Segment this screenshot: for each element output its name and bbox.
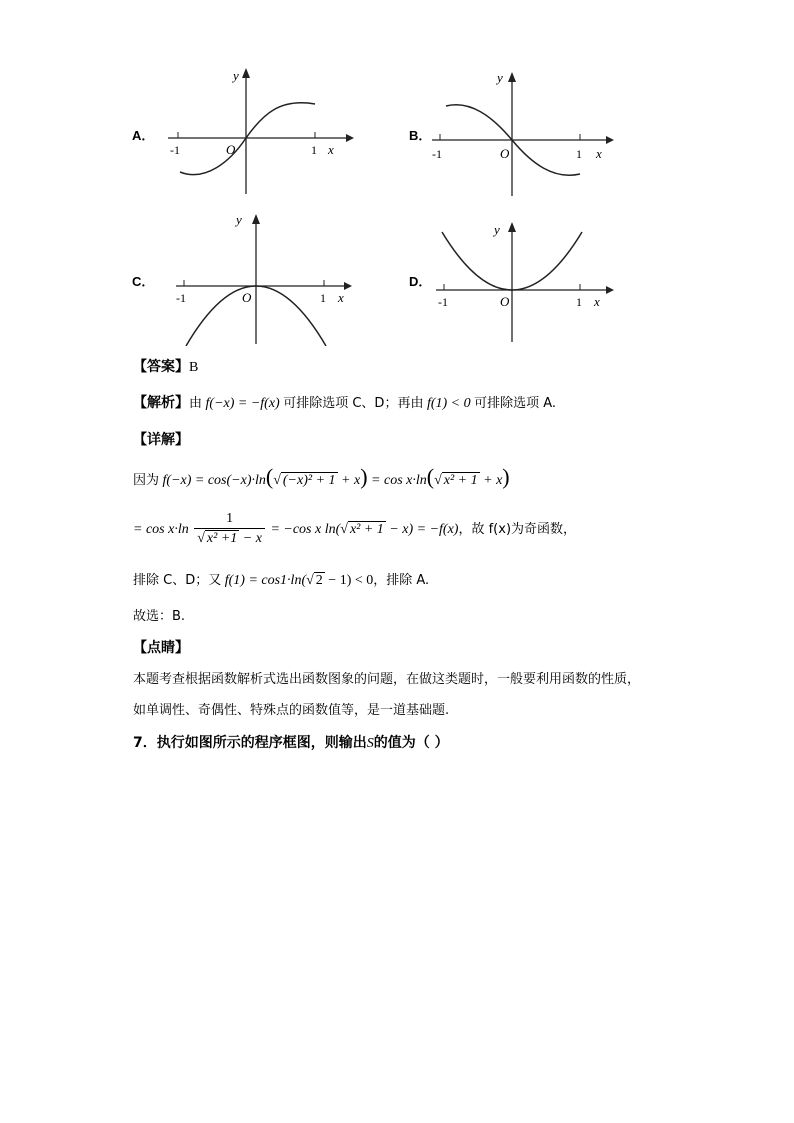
detail-line-3: 排除 C、D；又 f(1) = cos1·ln(√ 2 − 1) < 0，排除 A. bbox=[133, 573, 430, 588]
detail-eq-1-lhs: f(−x) = cos(−x)·ln bbox=[162, 473, 266, 488]
conclusion: 故选：B. bbox=[133, 609, 186, 624]
tick-one: 1 bbox=[311, 143, 317, 157]
origin-label: O bbox=[242, 290, 252, 305]
comment-line-2: 如单调性、奇偶性、特殊点的函数值等，是一道基础题. bbox=[133, 703, 450, 718]
question-7-text-1: 7．执行如图所示的程序框图，则输出 bbox=[133, 735, 367, 751]
analysis-tag: 【解析】 bbox=[133, 395, 189, 411]
origin-label: O bbox=[500, 294, 510, 309]
detail-eq-2-start: = cos x·ln bbox=[133, 522, 189, 537]
detail-eq-1-mid: + x bbox=[341, 473, 361, 488]
tick-one: 1 bbox=[576, 295, 582, 309]
analysis-line bbox=[133, 393, 556, 414]
tick-one: 1 bbox=[320, 291, 326, 305]
detail-line-1: 因为 f(−x) = cos(−x)·ln(√ (−x)² + 1 + x) = cos x·ln(√ x² + 1 + x) bbox=[133, 464, 510, 489]
fraction-denominator-radicand: x² +1 bbox=[206, 531, 238, 547]
tick-neg-one: -1 bbox=[432, 147, 442, 161]
detail-fraction: $\frac{1}{\text{√ x² +1 − x}}$ bbox=[194, 510, 265, 549]
tick-one: 1 bbox=[576, 147, 582, 161]
detail-line-3-eq: f(1) = cos1·ln( bbox=[224, 573, 307, 588]
analysis-text-2: 可排除选项 C、D；再由 bbox=[283, 396, 424, 411]
origin-label: O bbox=[500, 146, 510, 161]
x-axis-label: x bbox=[328, 142, 334, 157]
y-axis-label: y bbox=[494, 222, 500, 237]
tick-neg-one: -1 bbox=[176, 291, 186, 305]
comment-heading bbox=[133, 638, 189, 659]
fraction-numerator: 1 bbox=[194, 510, 265, 529]
analysis-text-3: 可排除选项 A. bbox=[474, 396, 557, 411]
tick-neg-one: -1 bbox=[438, 295, 448, 309]
detail-eq-1-radicand: (−x)² + 1 bbox=[282, 473, 336, 488]
y-axis-label: y bbox=[236, 212, 242, 227]
answer-line bbox=[133, 357, 198, 378]
comment-tag: 【点睛】 bbox=[133, 640, 189, 656]
question-7-text-2: 的值为（ ） bbox=[373, 735, 449, 751]
detail-line-3-radicand: 2 bbox=[315, 573, 323, 588]
detail-line-3-eq-end: − 1) < 0 bbox=[328, 573, 374, 588]
detail-eq-2-mid: = −cos x ln( bbox=[270, 522, 341, 537]
graph-a bbox=[160, 60, 360, 200]
analysis-eq-2: f(1) < 0 bbox=[426, 396, 471, 411]
detail-eq-1-radicand-2: x² + 1 bbox=[443, 473, 478, 488]
answer-tag: 【答案】 bbox=[133, 359, 189, 375]
detail-eq-2-text: ，故 f(x)为奇函数， bbox=[458, 522, 577, 537]
graph-b bbox=[430, 66, 620, 200]
option-d-label: D． bbox=[409, 274, 432, 289]
detail-tag: 【详解】 bbox=[133, 432, 189, 448]
because-text: 因为 bbox=[133, 473, 160, 488]
answer-value: B bbox=[189, 360, 199, 375]
x-axis-label: x bbox=[596, 146, 602, 161]
graph-d bbox=[430, 216, 620, 344]
comment-line-1: 本题考查根据函数解析式选出函数图象的问题，在做这类题时，一般要利用函数的性质， bbox=[133, 672, 641, 687]
graph-c bbox=[170, 206, 360, 346]
tick-neg-one: -1 bbox=[170, 143, 180, 157]
analysis-text-1: 由 bbox=[189, 396, 203, 411]
detail-line-3-text-1: 排除 C、D；又 bbox=[133, 573, 222, 588]
y-axis-label: y bbox=[233, 68, 239, 83]
y-axis-label: y bbox=[497, 70, 503, 85]
detail-eq-1-rhs: = cos x·ln bbox=[371, 473, 427, 488]
x-axis-label: x bbox=[338, 290, 344, 305]
detail-line-3-text-2: ，排除 A. bbox=[373, 573, 430, 588]
detail-heading bbox=[133, 430, 189, 451]
fraction-denominator-rest: − x bbox=[242, 531, 262, 547]
option-a-label: A． bbox=[132, 128, 155, 143]
question-7-variable: S bbox=[366, 736, 374, 751]
detail-eq-2-radicand: x² + 1 bbox=[349, 522, 384, 537]
x-axis-label: x bbox=[594, 294, 600, 309]
option-b-label: B． bbox=[409, 128, 432, 143]
question-7 bbox=[133, 733, 449, 754]
origin-label: O bbox=[226, 142, 236, 157]
detail-line-2: = cos x·ln $\frac{1}{\text{√ x² +1 − x}}$ = −cos x ln(√ x² + 1 − x) = −f(x)，故 f(x)为奇函数， bbox=[133, 508, 576, 552]
detail-eq-1-end: + x bbox=[483, 473, 503, 488]
option-c-label: C． bbox=[132, 274, 155, 289]
analysis-eq-1: f(−x) = −f(x) bbox=[205, 396, 280, 411]
detail-eq-2-rest: − x) = −f(x) bbox=[389, 522, 459, 537]
